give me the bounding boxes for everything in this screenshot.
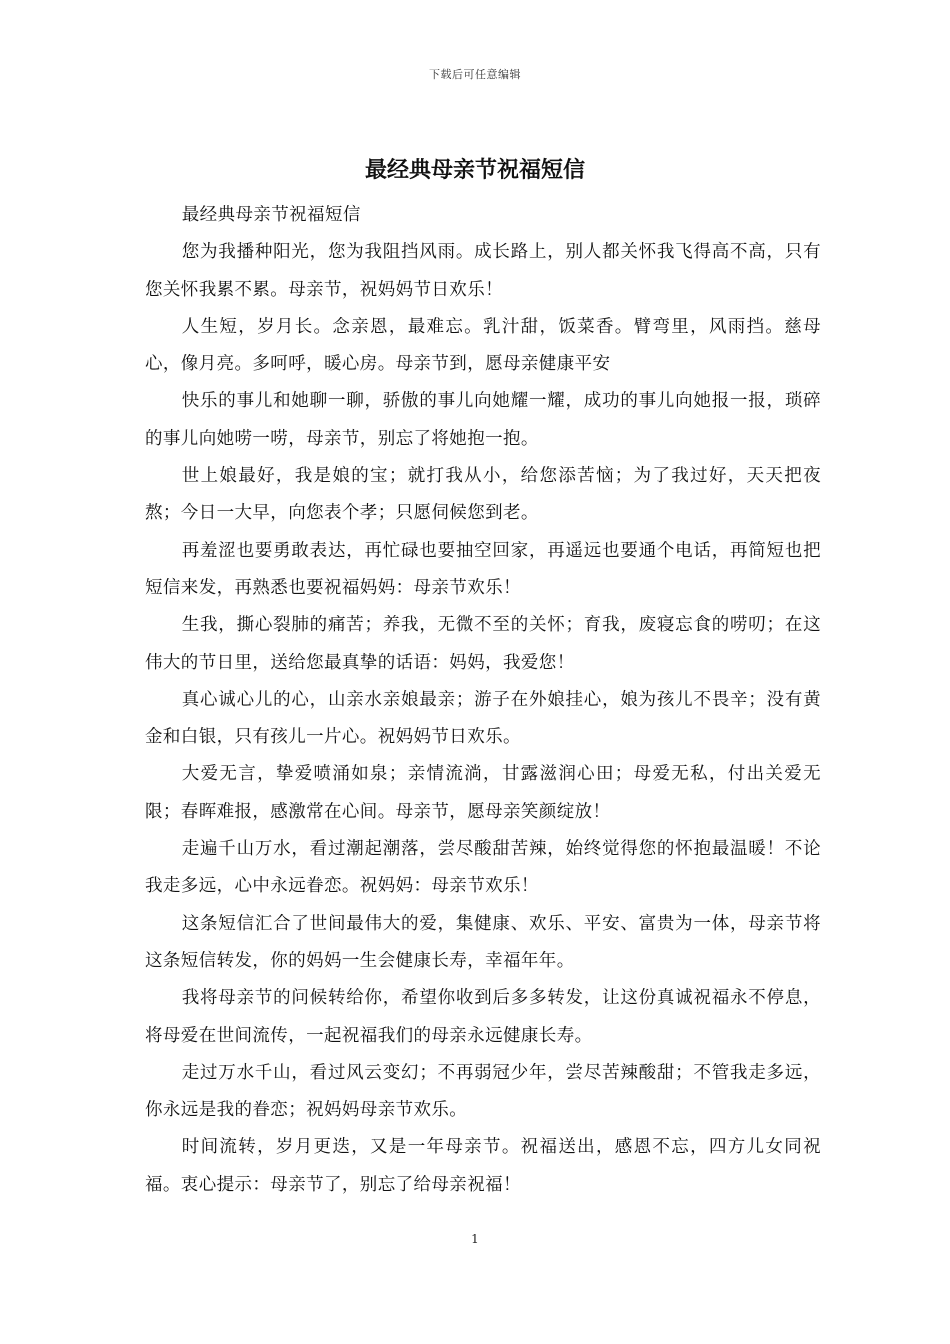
paragraph: 最经典母亲节祝福短信 xyxy=(181,205,361,225)
paragraph: 大爱无言，挚爱喷涌如泉；亲情流淌，甘露滋润心田；母爱无私，付出关爱无限；春晖难报，感激常在心间。母亲节，愿母亲笑颜绽放！ xyxy=(145,764,821,822)
paragraph: 生我，撕心裂肺的痛苦；养我，无微不至的关怀；育我，废寝忘食的唠叨；在这伟大的节日里，送给您最真挚的话语：妈妈，我爱您！ xyxy=(145,615,821,673)
page-title: 最经典母亲节祝福短信 xyxy=(364,157,585,183)
paragraph: 人生短，岁月长。念亲恩，最难忘。乳汁甜，饭菜香。臂弯里，风雨挡。慈母心，像月亮。多呵呼，暖心房。母亲节到，愿母亲健康平安 xyxy=(145,316,821,375)
paragraph: 时间流转，岁月更迭，又是一年母亲节。祝福送出，感恩不忘，四方儿女同祝福。衷心提示：母亲节了，别忘了给母亲祝福！ xyxy=(145,1137,821,1195)
paragraph: 真心诚心儿的心，山亲水亲娘最亲；游子在外娘挂心，娘为孩儿不畏辛；没有黄金和白银，只有孩儿一片心。祝妈妈节日欢乐。 xyxy=(145,689,821,748)
header-note: 下载后可任意编辑 xyxy=(429,68,521,81)
paragraph: 再羞涩也要勇敢表达，再忙碌也要抽空回家，再遥远也要通个电话，再简短也把短信来发，再熟悉也要祝福妈妈：母亲节欢乐！ xyxy=(145,540,821,598)
paragraph: 走遍千山万水，看过潮起潮落，尝尽酸甜苦辣，始终觉得您的怀抱最温暖！不论我走多远，心中永远眷恋。祝妈妈：母亲节欢乐！ xyxy=(145,839,821,897)
paragraph: 世上娘最好，我是娘的宝；就打我从小，给您添苦恼；为了我过好，天天把夜熬；今日一大早，向您表个孝；只愿伺候您到老。 xyxy=(145,466,821,524)
document-body xyxy=(145,197,821,1204)
paragraph: 走过万水千山，看过风云变幻；不再弱冠少年，尝尽苦辣酸甜；不管我走多远，你永远是我的眷恋；祝妈妈母亲节欢乐。 xyxy=(145,1062,821,1121)
paragraph: 您为我播种阳光，您为我阻挡风雨。成长路上，别人都关怀我飞得高不高，只有您关怀我累不累。母亲节，祝妈妈节日欢乐！ xyxy=(145,242,821,300)
paragraph: 这条短信汇合了世间最伟大的爱，集健康、欢乐、平安、富贵为一体，母亲节将这条短信转发，你的妈妈一生会健康长寿，幸福年年。 xyxy=(145,913,821,971)
page-number: 1 xyxy=(471,1232,479,1246)
paragraph: 快乐的事儿和她聊一聊，骄傲的事儿向她耀一耀，成功的事儿向她报一报，琐碎的事儿向她唠一唠，母亲节，别忘了将她抱一抱。 xyxy=(145,391,821,449)
paragraph: 我将母亲节的问候转给你，希望你收到后多多转发，让这份真诚祝福永不停息，将母爱在世间流传，一起祝福我们的母亲永远健康长寿。 xyxy=(145,988,821,1046)
